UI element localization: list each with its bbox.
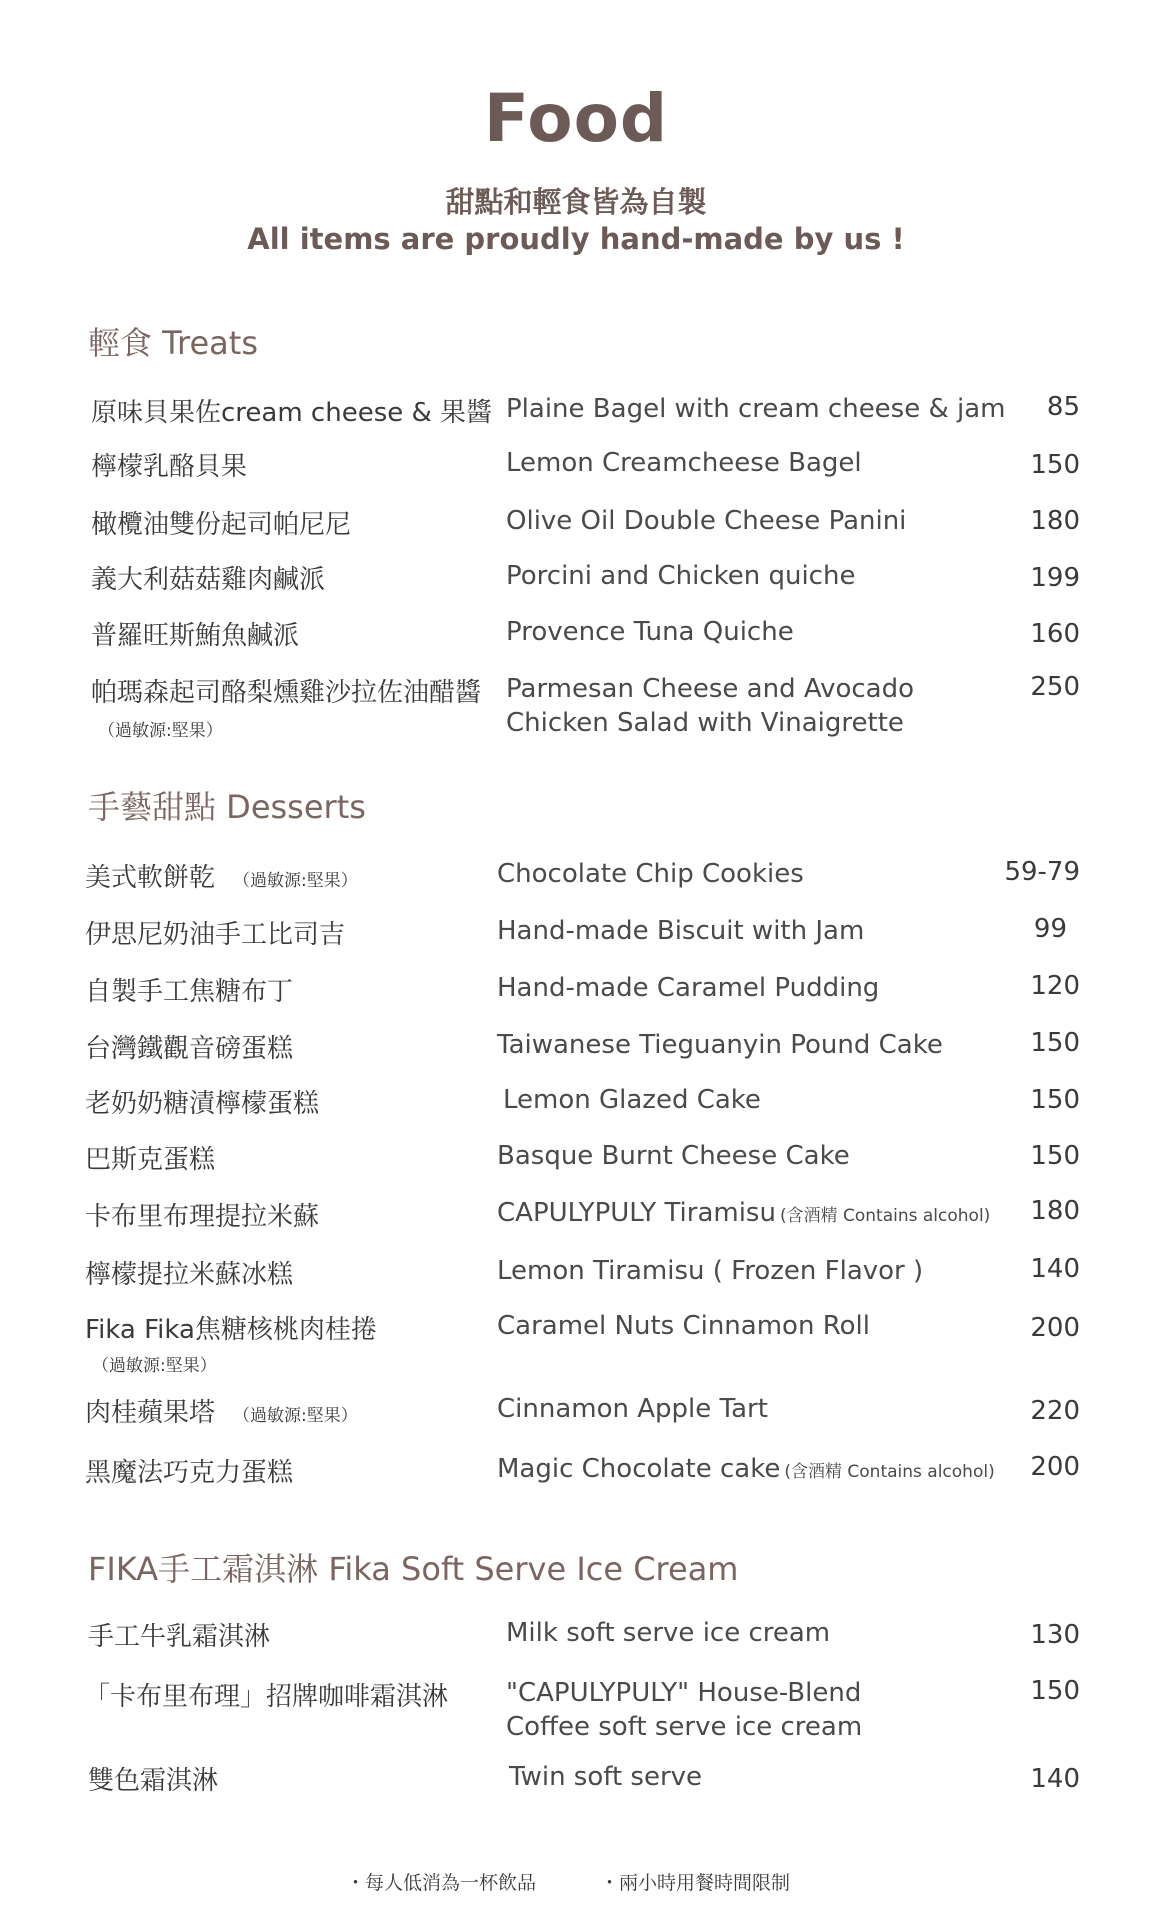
alcohol-note: (含酒精 Contains alcohol) <box>784 1462 995 1482</box>
item-name-zh: 卡布里布理提拉米蘇 <box>85 1202 320 1232</box>
item-name-zh: 帕瑪森起司酪梨燻雞沙拉佐油醋醬 <box>91 678 482 708</box>
item-name-en: Hand-made Caramel Pudding <box>497 973 880 1003</box>
item-name-en: Porcini and Chicken quiche <box>506 561 856 591</box>
item-name-en: Lemon Glazed Cake <box>503 1085 761 1115</box>
item-name-en: "CAPULYPULY" House-Blend <box>506 1678 862 1708</box>
allergen-note: （過敏源:堅果） <box>92 1356 217 1376</box>
section-title-icecream: FIKA手工霜淇淋 Fika Soft Serve Ice Cream <box>88 1550 739 1588</box>
item-name-zh: 義大利菇菇雞肉鹹派 <box>91 565 326 595</box>
item-name-en: Magic Chocolate cake <box>497 1454 781 1484</box>
item-name-zh: 伊思尼奶油手工比司吉 <box>85 920 346 950</box>
item-price: 199 <box>1030 563 1080 593</box>
item-name-en: Taiwanese Tieguanyin Pound Cake <box>497 1030 943 1060</box>
item-name-zh: 檸檬提拉米蘇冰糕 <box>85 1260 294 1290</box>
item-price: 200 <box>1030 1452 1080 1482</box>
item-name-zh: 橄欖油雙份起司帕尼尼 <box>91 510 352 540</box>
item-name-zh: 巴斯克蛋糕 <box>85 1145 216 1175</box>
item-price: 250 <box>1030 672 1080 702</box>
item-price: 160 <box>1030 619 1080 649</box>
item-name-en: Milk soft serve ice cream <box>506 1618 831 1648</box>
allergen-note: （過敏源:堅果） <box>233 1406 358 1426</box>
item-price: 120 <box>1030 971 1080 1001</box>
item-price: 130 <box>1030 1620 1080 1650</box>
footer-note-time-limit: ・兩小時用餐時間限制 <box>600 1872 791 1894</box>
footer-note-min-charge: ・每人低消為一杯飲品 <box>346 1872 537 1894</box>
item-name-en: Cinnamon Apple Tart <box>497 1394 768 1424</box>
item-name-en-line2: Chicken Salad with Vinaigrette <box>506 708 904 738</box>
item-name-en: Lemon Tiramisu ( Frozen Flavor ) <box>497 1256 924 1286</box>
item-price: 99 <box>1033 914 1067 944</box>
allergen-note: （過敏源:堅果） <box>233 871 358 891</box>
item-name-en: Plaine Bagel with cream cheese & jam <box>506 394 1006 424</box>
item-price: 150 <box>1030 1028 1080 1058</box>
item-price: 140 <box>1030 1254 1080 1284</box>
item-price: 180 <box>1030 1196 1080 1226</box>
item-price: 85 <box>1046 392 1080 422</box>
item-price: 200 <box>1030 1313 1080 1343</box>
item-name-zh: 肉桂蘋果塔 <box>85 1398 216 1428</box>
item-name-en: Olive Oil Double Cheese Panini <box>506 506 907 536</box>
item-name-zh: 普羅旺斯鮪魚鹹派 <box>91 621 300 651</box>
item-name-en: Basque Burnt Cheese Cake <box>497 1141 850 1171</box>
item-name-zh: 雙色霜淇淋 <box>88 1766 219 1796</box>
page-title: Food <box>483 80 669 157</box>
item-name-en: Lemon Creamcheese Bagel <box>506 448 862 478</box>
item-price: 150 <box>1030 1141 1080 1171</box>
item-name-en-line2: Coffee soft serve ice cream <box>506 1712 863 1742</box>
item-name-en: Provence Tuna Quiche <box>506 617 794 647</box>
item-name-zh: 自製手工焦糖布丁 <box>85 977 294 1007</box>
item-name-zh: 手工牛乳霜淇淋 <box>88 1622 271 1652</box>
item-name-zh: 原味貝果佐cream cheese & 果醬 <box>91 398 493 428</box>
item-price: 59-79 <box>1004 857 1080 887</box>
alcohol-note: (含酒精 Contains alcohol) <box>779 1206 991 1226</box>
item-price: 150 <box>1030 1085 1080 1115</box>
item-name-zh: 老奶奶糖漬檸檬蛋糕 <box>85 1089 320 1119</box>
subtitle-zh: 甜點和輕食皆為自製 <box>445 185 707 219</box>
item-name-zh: 「卡布里布理」招牌咖啡霜淇淋 <box>84 1682 449 1712</box>
item-price: 150 <box>1030 450 1080 480</box>
item-name-en: Chocolate Chip Cookies <box>497 859 804 889</box>
item-price: 150 <box>1030 1676 1080 1706</box>
item-name-en: Twin soft serve <box>509 1762 703 1792</box>
item-name-en: Hand-made Biscuit with Jam <box>497 916 865 946</box>
item-name-en: CAPULYPULY Tiramisu <box>497 1198 776 1228</box>
subtitle-en: All items are proudly hand-made by us ! <box>247 222 905 256</box>
section-title-treats: 輕食 Treats <box>88 324 258 362</box>
item-name-zh: Fika Fika焦糖核桃肉桂捲 <box>85 1315 377 1345</box>
item-name-en: Caramel Nuts Cinnamon Roll <box>497 1311 870 1341</box>
section-title-desserts: 手藝甜點 Desserts <box>88 788 366 826</box>
item-price: 220 <box>1030 1396 1080 1426</box>
allergen-note: （過敏源:堅果） <box>98 721 223 741</box>
item-price: 180 <box>1030 506 1080 536</box>
item-name-zh: 黑魔法巧克力蛋糕 <box>85 1458 294 1488</box>
item-name-zh: 台灣鐵觀音磅蛋糕 <box>85 1034 294 1064</box>
item-name-zh: 檸檬乳酪貝果 <box>91 452 248 482</box>
item-name-zh: 美式軟餅乾 <box>85 863 216 893</box>
item-price: 140 <box>1030 1764 1080 1794</box>
item-name-en: Parmesan Cheese and Avocado <box>506 674 915 704</box>
